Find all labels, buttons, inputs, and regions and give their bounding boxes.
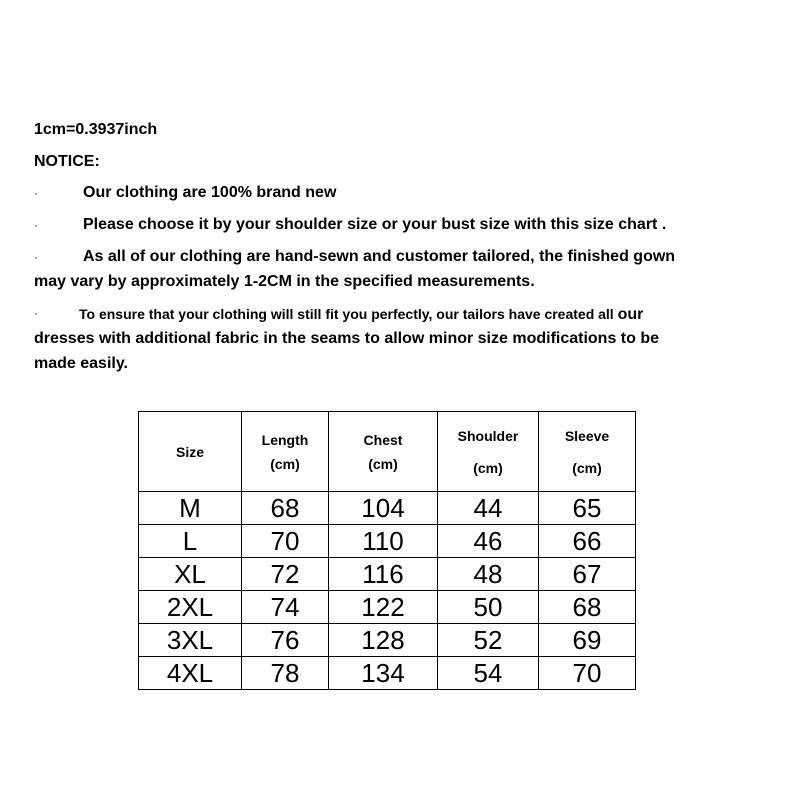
header-shoulder-label: Shoulder: [457, 427, 519, 444]
cell-length: 74: [242, 591, 329, 624]
cell-shoulder: 54: [438, 657, 539, 690]
size-chart-header-row: [139, 412, 636, 492]
cell-length: 72: [242, 558, 329, 591]
cell-size: 2XL: [139, 591, 242, 624]
notice-item-1: Our clothing are 100% brand new: [83, 184, 337, 201]
header-chest-label: Chest: [363, 431, 403, 448]
notice-item-4-line-1-tail: our: [617, 306, 644, 323]
cell-chest: 104: [329, 492, 438, 525]
header-length-label: Length: [261, 431, 309, 448]
header-sleeve-label: Sleeve: [564, 427, 610, 444]
cell-size: M: [139, 492, 242, 525]
cell-chest: 122: [329, 591, 438, 624]
bullet-3: ·: [34, 250, 38, 264]
cell-shoulder: 46: [438, 525, 539, 558]
cell-length: 70: [242, 525, 329, 558]
notice-item-4-line-1-text: To ensure that your clothing will still fit you perfectly, our tailors have created all: [79, 306, 618, 322]
table-row: [139, 591, 636, 624]
header-sleeve: [539, 412, 636, 492]
header-sleeve-unit: (cm): [572, 459, 602, 476]
notice-item-3-line-1: As all of our clothing are hand-sewn and customer tailored, the finished gown: [83, 248, 676, 265]
header-length: [242, 412, 329, 492]
cell-shoulder: 44: [438, 492, 539, 525]
notice-item-4-line-2: dresses with additional fabric in the seams to allow minor size modifications to be: [34, 330, 660, 347]
cell-sleeve: 68: [539, 591, 636, 624]
table-row: [139, 558, 636, 591]
header-size: [139, 412, 242, 492]
header-size-label: Size: [175, 443, 204, 460]
table-row: [139, 624, 636, 657]
table-row: [139, 492, 636, 525]
bullet-4: ·: [34, 306, 38, 320]
cell-sleeve: 70: [539, 657, 636, 690]
cell-length: 76: [242, 624, 329, 657]
notice-item-4-line-1: [79, 305, 643, 324]
cell-size: 4XL: [139, 657, 242, 690]
cell-sleeve: 66: [539, 525, 636, 558]
cell-chest: 116: [329, 558, 438, 591]
cell-size: 3XL: [139, 624, 242, 657]
size-chart-table: [138, 411, 636, 690]
conversion-note: 1cm=0.3937inch: [34, 121, 158, 138]
notice-heading: NOTICE:: [34, 153, 100, 170]
table-row: [139, 657, 636, 690]
cell-chest: 134: [329, 657, 438, 690]
cell-shoulder: 48: [438, 558, 539, 591]
bullet-1: ·: [34, 186, 38, 200]
cell-chest: 110: [329, 525, 438, 558]
header-shoulder-unit: (cm): [473, 459, 503, 476]
cell-sleeve: 69: [539, 624, 636, 657]
cell-shoulder: 52: [438, 624, 539, 657]
notice-item-3-line-2: may vary by approximately 1-2CM in the specified measurements.: [34, 273, 535, 290]
bullet-2: ·: [34, 218, 38, 232]
header-chest: [329, 412, 438, 492]
notice-item-4-line-3: made easily.: [34, 355, 128, 372]
cell-length: 78: [242, 657, 329, 690]
header-length-unit: (cm): [270, 455, 300, 472]
cell-shoulder: 50: [438, 591, 539, 624]
notice-item-2: Please choose it by your shoulder size or your bust size with this size chart .: [83, 216, 667, 233]
table-row: [139, 525, 636, 558]
cell-size: L: [139, 525, 242, 558]
header-shoulder: [438, 412, 539, 492]
cell-sleeve: 67: [539, 558, 636, 591]
header-chest-unit: (cm): [368, 455, 398, 472]
cell-size: XL: [139, 558, 242, 591]
cell-chest: 128: [329, 624, 438, 657]
cell-length: 68: [242, 492, 329, 525]
cell-sleeve: 65: [539, 492, 636, 525]
